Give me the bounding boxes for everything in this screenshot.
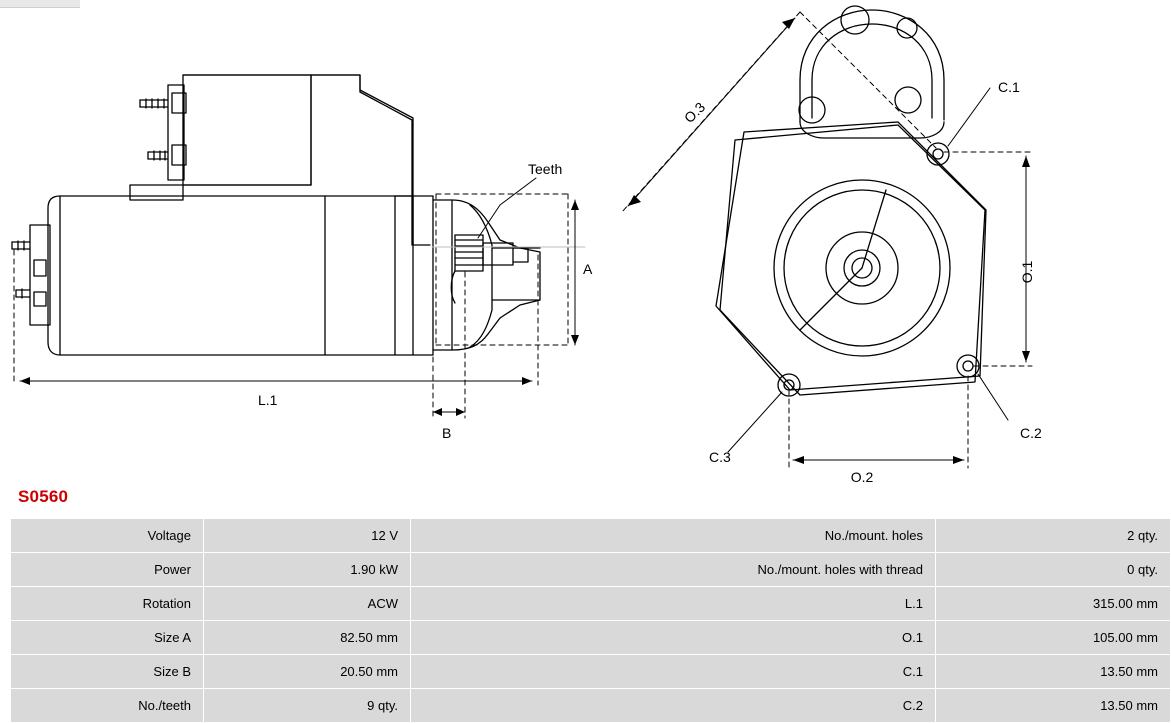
spec-value-2: 0 qty. <box>936 553 1171 587</box>
spec-value: 1.90 kW <box>204 553 411 587</box>
table-row <box>11 689 1171 723</box>
spec-label-2: C.1 <box>411 655 936 689</box>
spec-label: Rotation <box>11 587 204 621</box>
spec-label: Size B <box>11 655 204 689</box>
label-o2: O.2 <box>850 469 874 485</box>
spec-label-2: No./mount. holes with thread <box>411 553 936 587</box>
table-row <box>11 621 1171 655</box>
spec-label: No./teeth <box>11 689 204 723</box>
spec-value-2: 2 qty. <box>936 519 1171 553</box>
spec-value: 82.50 mm <box>204 621 411 655</box>
spec-value-2: 315.00 mm <box>936 587 1171 621</box>
spec-value-2: 13.50 mm <box>936 689 1171 723</box>
table-row <box>11 553 1171 587</box>
label-a: A <box>583 261 593 277</box>
spec-value-2: 105.00 mm <box>936 621 1171 655</box>
spec-value: 12 V <box>204 519 411 553</box>
table-row <box>11 587 1171 621</box>
spec-label: Size A <box>11 621 204 655</box>
spec-value: 9 qty. <box>204 689 411 723</box>
label-c3: C.3 <box>709 449 731 465</box>
table-row <box>11 519 1171 553</box>
label-c1: C.1 <box>998 79 1020 95</box>
label-c2: C.2 <box>1020 425 1042 441</box>
label-teeth: Teeth <box>528 161 563 177</box>
part-code: S0560 <box>18 487 69 506</box>
spec-label-2: C.2 <box>411 689 936 723</box>
spec-value: 20.50 mm <box>204 655 411 689</box>
spec-label-2: L.1 <box>411 587 936 621</box>
label-o3: O.3 <box>680 98 709 127</box>
spec-value: ACW <box>204 587 411 621</box>
label-b: B <box>442 425 452 441</box>
spec-value-2: 13.50 mm <box>936 655 1171 689</box>
spec-label: Voltage <box>11 519 204 553</box>
spec-label: Power <box>11 553 204 587</box>
label-l1: L.1 <box>258 392 278 408</box>
spec-label-2: No./mount. holes <box>411 519 936 553</box>
specifications-table <box>10 518 1171 723</box>
label-o1: O.1 <box>1019 260 1035 284</box>
spec-label-2: O.1 <box>411 621 936 655</box>
table-row <box>11 655 1171 689</box>
